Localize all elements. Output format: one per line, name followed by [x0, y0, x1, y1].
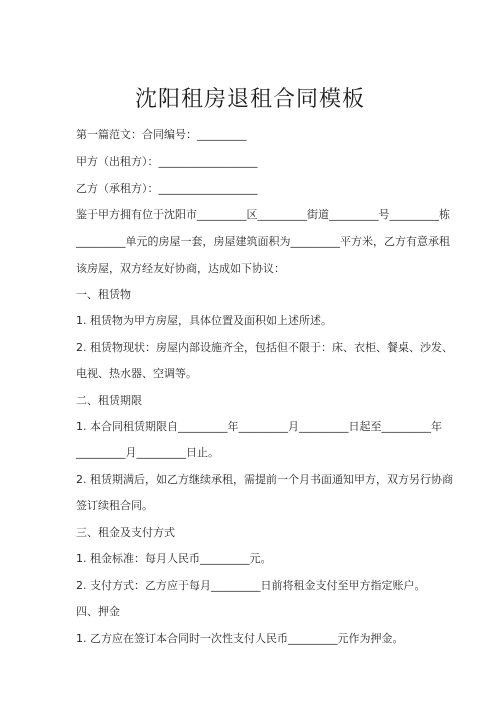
section-heading: 一、租赁物 — [76, 288, 131, 301]
clause-line: 1. 租赁物为甲方房屋，具体位置及面积如上述所述。 — [76, 314, 332, 327]
paragraph-line: 鉴于甲方拥有位于沈阳市_________区_________街道_________号_________栋 — [76, 208, 450, 221]
clause-line: 签订续租合同。 — [76, 499, 153, 512]
section-heading: 三、租金及支付方式 — [76, 526, 175, 539]
clause-line: 1. 本合同租赁期限自_________年_________月_________日起至_________年 — [76, 420, 442, 433]
clause-line: 1. 租金标准：每月人民币_________元。 — [76, 552, 272, 565]
section-heading: 二、租赁期限 — [76, 394, 142, 407]
party-b-line: 乙方（承租方）：__________________ — [76, 182, 258, 195]
section-heading: 四、押金 — [76, 605, 120, 618]
clause-line: 1. 乙方应在签订本合同时一次性支付人民币_________元作为押金。 — [76, 632, 404, 645]
document-title: 沈阳租房退租合同模板 — [134, 87, 365, 112]
clause-line: _________月_________日止。 — [76, 446, 219, 459]
contract-number-line: 第一篇范文：合同编号：_________ — [76, 128, 247, 141]
clause-line: 电视、热水器、空调等。 — [76, 367, 197, 380]
clause-line: 2. 支付方式：乙方应于每月_________日前将租金支付至甲方指定账户。 — [76, 579, 426, 592]
paragraph-line: 该房屋，双方经友好协商，达成如下协议： — [76, 262, 285, 275]
clause-line: 2. 租赁期满后，如乙方继续承租，需提前一个月书面通知甲方，双方另行协商 — [76, 473, 453, 486]
paragraph-line: _________单元的房屋一套，房屋建筑面积为_________平方米，乙方有意承租 — [76, 235, 450, 248]
clause-line: 2. 租赁物现状：房屋内部设施齐全，包括但不限于：床、衣柜、餐桌、沙发、 — [76, 341, 453, 354]
party-a-line: 甲方（出租方）：__________________ — [76, 155, 258, 168]
